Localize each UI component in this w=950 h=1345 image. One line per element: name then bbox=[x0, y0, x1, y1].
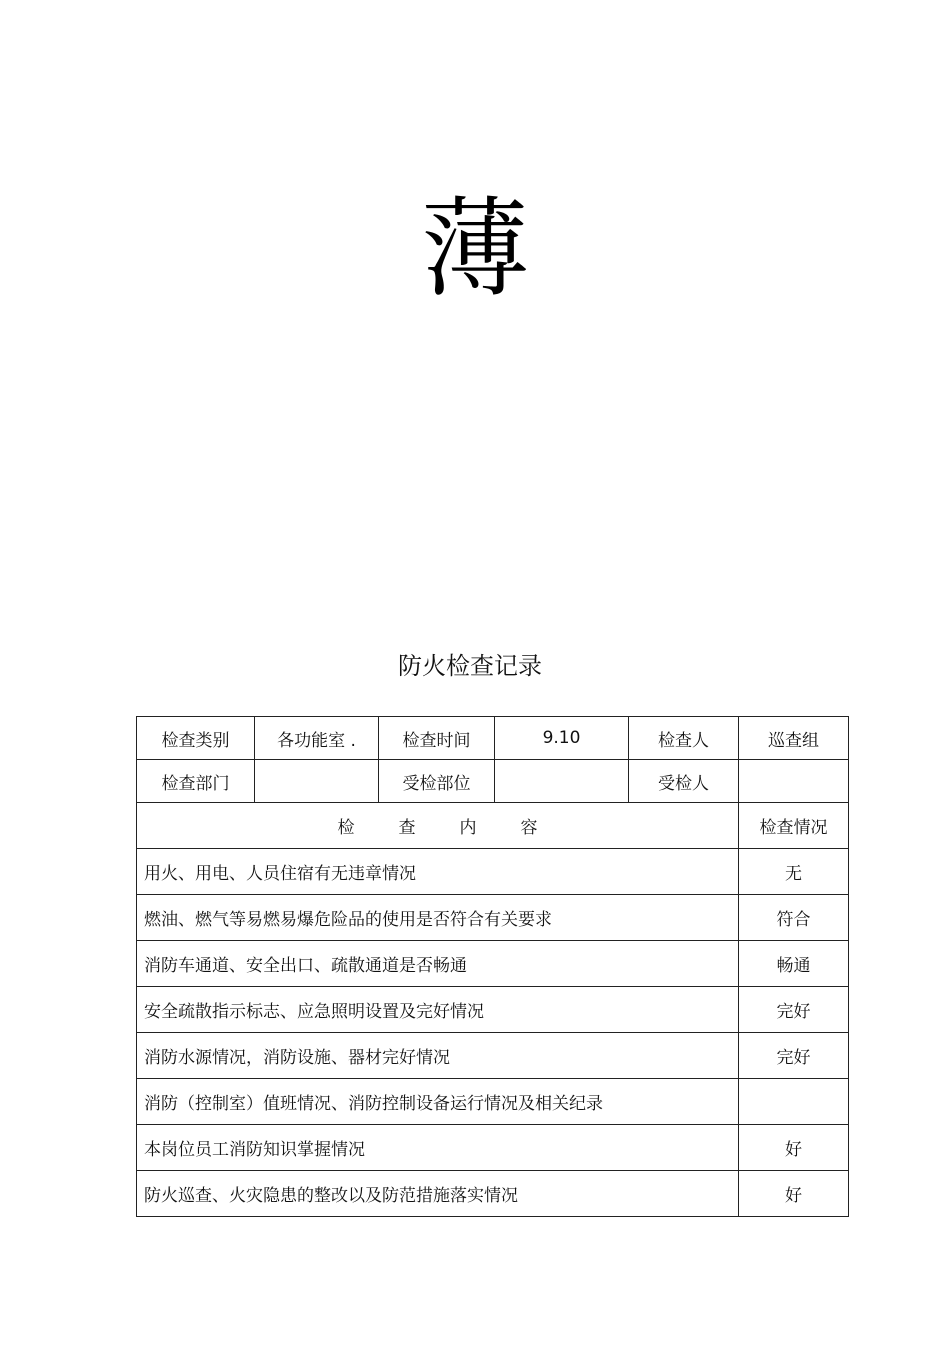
item-status: 完好 bbox=[739, 987, 849, 1033]
inspector-value: 巡查组 bbox=[739, 717, 849, 760]
content-column-header: 检查内容 bbox=[137, 803, 739, 849]
header-row-2 bbox=[137, 760, 849, 803]
item-content: 用火、用电、人员住宿有无违章情况 bbox=[137, 849, 739, 895]
inspector-label: 检查人 bbox=[629, 717, 739, 760]
table-row bbox=[137, 941, 849, 987]
table-row bbox=[137, 1033, 849, 1079]
item-content: 消防水源情况，消防设施、器材完好情况 bbox=[137, 1033, 739, 1079]
item-status bbox=[739, 1079, 849, 1125]
column-header-row bbox=[137, 803, 849, 849]
table-row bbox=[137, 1079, 849, 1125]
item-status: 符合 bbox=[739, 895, 849, 941]
table-row bbox=[137, 895, 849, 941]
large-character: 薄 bbox=[420, 187, 529, 312]
fire-inspection-table bbox=[136, 716, 849, 1217]
item-content: 防火巡查、火灾隐患的整改以及防范措施落实情况 bbox=[137, 1171, 739, 1217]
item-content: 消防车通道、安全出口、疏散通道是否畅通 bbox=[137, 941, 739, 987]
time-value: 9.10 bbox=[495, 717, 629, 760]
item-status: 好 bbox=[739, 1125, 849, 1171]
item-status: 完好 bbox=[739, 1033, 849, 1079]
dept-label: 检查部门 bbox=[137, 760, 255, 803]
table-row bbox=[137, 987, 849, 1033]
table-row bbox=[137, 1171, 849, 1217]
table-row bbox=[137, 1125, 849, 1171]
item-status: 好 bbox=[739, 1171, 849, 1217]
item-status: 无 bbox=[739, 849, 849, 895]
document-title: 防火检查记录 bbox=[398, 652, 542, 680]
item-content: 燃油、燃气等易燃易爆危险品的使用是否符合有关要求 bbox=[137, 895, 739, 941]
time-label: 检查时间 bbox=[379, 717, 495, 760]
inspectee-value bbox=[739, 760, 849, 803]
item-status: 畅通 bbox=[739, 941, 849, 987]
part-value bbox=[495, 760, 629, 803]
dept-value bbox=[255, 760, 379, 803]
item-content: 本岗位员工消防知识掌握情况 bbox=[137, 1125, 739, 1171]
part-label: 受检部位 bbox=[379, 760, 495, 803]
item-content: 消防（控制室）值班情况、消防控制设备运行情况及相关纪录 bbox=[137, 1079, 739, 1125]
category-value: 各功能室 . bbox=[255, 717, 379, 760]
table-row bbox=[137, 849, 849, 895]
header-row-1 bbox=[137, 717, 849, 760]
inspectee-label: 受检人 bbox=[629, 760, 739, 803]
category-label: 检查类别 bbox=[137, 717, 255, 760]
status-column-header: 检查情况 bbox=[739, 803, 849, 849]
item-content: 安全疏散指示标志、应急照明设置及完好情况 bbox=[137, 987, 739, 1033]
